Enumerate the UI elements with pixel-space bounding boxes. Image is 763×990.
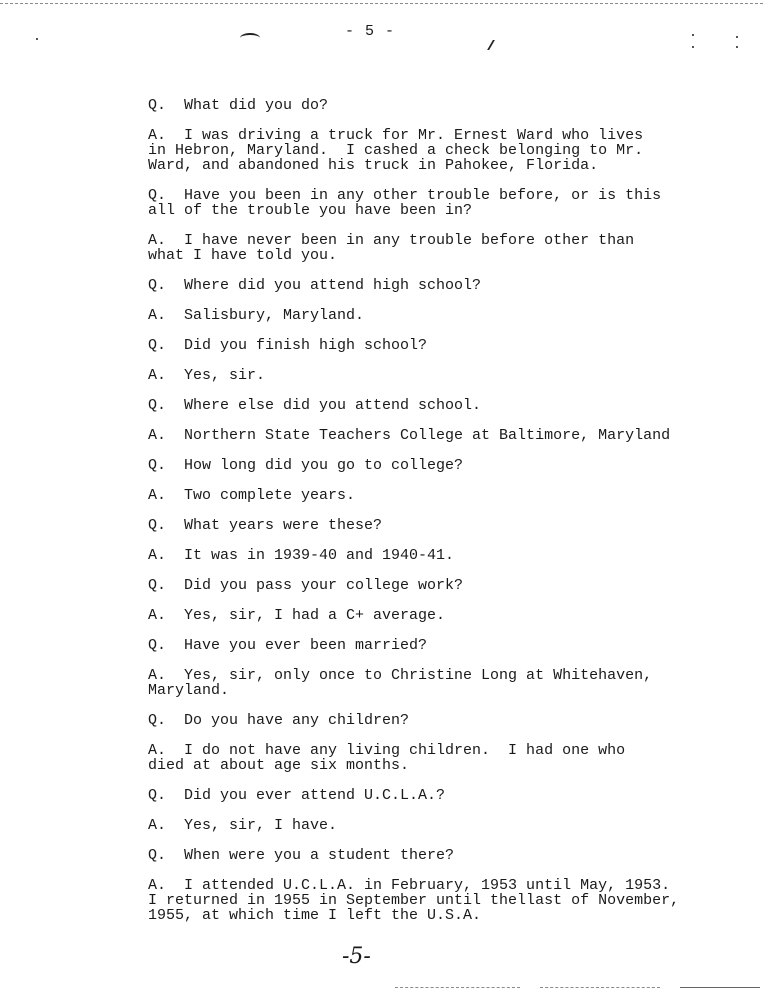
transcript-entry: A. I do not have any living children. I had one who died at about age six months. — [148, 742, 626, 774]
transcript-entry: Q. Do you have any children? — [148, 712, 410, 729]
transcript-entry: A. I attended U.C.L.A. in February, 1953 until May, 1953. I returned in 1955 in September until thellast of November, 1955, at which time I left the U.S.A. — [148, 877, 680, 924]
handwritten-mark-left — [240, 33, 260, 43]
transcript-entry: Q. What did you do? — [148, 97, 329, 114]
page-number-footer: -5- — [342, 944, 371, 969]
transcript-entry: Q. What years were these? — [148, 517, 383, 534]
transcript-entry: Q. Where did you attend high school? — [148, 277, 482, 294]
speck — [692, 34, 694, 36]
transcript-entry: Q. Where else did you attend school. — [148, 397, 482, 414]
speck — [692, 46, 694, 48]
transcript-entry: A. Northern State Teachers College at Baltimore, Maryland — [148, 427, 671, 444]
transcript-entry: A. I was driving a truck for Mr. Ernest Ward who lives in Hebron, Maryland. I cashed a check belonging to Mr. Ward, and abandoned his truck in Pahokee, Florida. — [148, 127, 644, 174]
transcript-entry: A. Yes, sir, only once to Christine Long at Whitehaven, Maryland. — [148, 667, 653, 699]
transcript-entry: A. Two complete years. — [148, 487, 356, 504]
transcript-entry: A. Yes, sir, I had a C+ average. — [148, 607, 446, 624]
transcript-entry: A. I have never been in any trouble before other than what I have told you. — [148, 232, 635, 264]
transcript-entry: A. It was in 1939-40 and 1940-41. — [148, 547, 455, 564]
transcript-entry: Q. Did you pass your college work? — [148, 577, 464, 594]
speck — [36, 38, 38, 40]
top-perforation-line — [0, 3, 763, 4]
speck — [736, 36, 738, 38]
transcript-entry: Q. When were you a student there? — [148, 847, 455, 864]
transcript-entry: Q. Did you ever attend U.C.L.A.? — [148, 787, 446, 804]
transcript-entry: Q. How long did you go to college? — [148, 457, 464, 474]
transcript-entry: Q. Did you finish high school? — [148, 337, 428, 354]
bottom-perforation-line — [395, 987, 520, 988]
speck — [736, 46, 738, 48]
interview-transcript — [148, 98, 708, 938]
transcript-entry: Q. Have you been in any other trouble before, or is this all of the trouble you have been in? — [148, 187, 662, 219]
bottom-rule — [680, 987, 760, 988]
transcript-entry: Q. Have you ever been married? — [148, 637, 428, 654]
transcript-entry: A. Salisbury, Maryland. — [148, 307, 365, 324]
transcript-entry: A. Yes, sir. — [148, 367, 266, 384]
handwritten-mark-right — [487, 40, 511, 50]
page-number-header: - 5 - — [345, 23, 396, 40]
bottom-perforation-line — [540, 987, 660, 988]
transcript-entry: A. Yes, sir, I have. — [148, 817, 338, 834]
